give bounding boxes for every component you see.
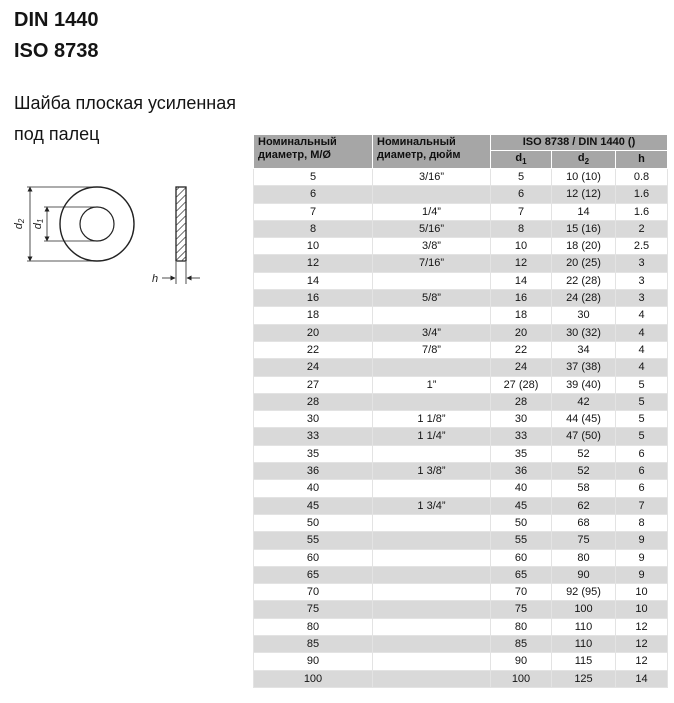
d2-cell: 47 (50) — [552, 428, 616, 445]
table-row — [254, 566, 668, 583]
nominal-inch-cell — [373, 670, 491, 687]
nominal-inch-cell — [373, 618, 491, 635]
nominal-mm-cell: 36 — [254, 463, 373, 480]
d2-cell: 62 — [552, 497, 616, 514]
col-header-nominal-mm: Номинальный диаметр, М/Ø — [254, 135, 373, 169]
dimension-label-h: h — [151, 273, 159, 285]
h-cell: 3 — [616, 290, 668, 307]
col-header-h: h — [616, 151, 668, 169]
table-row — [254, 601, 668, 618]
h-cell: 2 — [616, 220, 668, 237]
table-row — [254, 341, 668, 358]
d2-cell: 34 — [552, 341, 616, 358]
h-cell: 5 — [616, 376, 668, 393]
table-row — [254, 480, 668, 497]
nominal-mm-cell: 40 — [254, 480, 373, 497]
nominal-mm-cell: 45 — [254, 497, 373, 514]
nominal-inch-cell — [373, 566, 491, 583]
nominal-inch-cell — [373, 549, 491, 566]
table-row — [254, 255, 668, 272]
d1-cell: 16 — [491, 290, 552, 307]
table-row — [254, 168, 668, 185]
h-cell: 3 — [616, 272, 668, 289]
d1-cell: 14 — [491, 272, 552, 289]
d2-cell: 110 — [552, 618, 616, 635]
hatching — [177, 187, 186, 261]
d1-cell: 70 — [491, 584, 552, 601]
d1-cell: 85 — [491, 635, 552, 652]
table-row — [254, 618, 668, 635]
d2-cell: 110 — [552, 635, 616, 652]
d2-cell: 80 — [552, 549, 616, 566]
table-row — [254, 584, 668, 601]
nominal-mm-cell: 10 — [254, 238, 373, 255]
nominal-mm-cell: 75 — [254, 601, 373, 618]
nominal-mm-cell: 85 — [254, 635, 373, 652]
h-cell: 5 — [616, 411, 668, 428]
h-cell: 4 — [616, 359, 668, 376]
d1-cell: 8 — [491, 220, 552, 237]
standards-heading — [14, 5, 99, 67]
d2-cell: 58 — [552, 480, 616, 497]
nominal-inch-cell — [373, 272, 491, 289]
d2-cell: 37 (38) — [552, 359, 616, 376]
h-cell: 10 — [616, 601, 668, 618]
d1-cell: 22 — [491, 341, 552, 358]
table-row — [254, 635, 668, 652]
d2-cell: 52 — [552, 463, 616, 480]
d2-subscript: 2 — [584, 157, 590, 167]
part-title-line2: под палец — [14, 124, 100, 144]
col-header-nominal-inch: Номинальный диаметр, дюйм — [373, 135, 491, 169]
d2-letter: d — [577, 152, 585, 165]
nominal-mm-cell: 50 — [254, 514, 373, 531]
d1-cell: 75 — [491, 601, 552, 618]
washer-inner-circle — [80, 207, 114, 241]
nominal-mm-cell: 24 — [254, 359, 373, 376]
table-row — [254, 428, 668, 445]
nominal-mm-cell: 5 — [254, 168, 373, 185]
nominal-inch-cell: 7/8” — [373, 341, 491, 358]
d2-cell: 15 (16) — [552, 220, 616, 237]
nominal-inch-cell: 5/16” — [373, 220, 491, 237]
d2-cell: 10 (10) — [552, 168, 616, 185]
d1-cell: 90 — [491, 653, 552, 670]
d1-cell: 33 — [491, 428, 552, 445]
nominal-mm-cell: 16 — [254, 290, 373, 307]
nominal-inch-cell — [373, 307, 491, 324]
d2-cell: 14 — [552, 203, 616, 220]
d1-cell: 6 — [491, 186, 552, 203]
d1-cell: 27 (28) — [491, 376, 552, 393]
table-row — [254, 203, 668, 220]
table-row — [254, 307, 668, 324]
d1-cell: 40 — [491, 480, 552, 497]
nominal-mm-cell: 28 — [254, 393, 373, 410]
table-row — [254, 238, 668, 255]
h-cell: 5 — [616, 393, 668, 410]
washer-outer-circle — [60, 187, 134, 261]
d2-cell: 44 (45) — [552, 411, 616, 428]
h-cell: 6 — [616, 445, 668, 462]
d1-cell: 10 — [491, 238, 552, 255]
nominal-inch-cell — [373, 601, 491, 618]
dimension-label-d2: d2 — [13, 218, 26, 230]
nominal-inch-cell: 1 3/4” — [373, 497, 491, 514]
table-row — [254, 290, 668, 307]
d2-cell: 30 (32) — [552, 324, 616, 341]
table-row — [254, 220, 668, 237]
h-cell: 6 — [616, 463, 668, 480]
h-cell: 6 — [616, 480, 668, 497]
table-row — [254, 272, 668, 289]
nominal-inch-cell: 1” — [373, 376, 491, 393]
nominal-inch-cell: 3/4” — [373, 324, 491, 341]
dimension-label-d1: d1 — [32, 218, 45, 230]
table-row — [254, 376, 668, 393]
d2-cell: 12 (12) — [552, 186, 616, 203]
d1-cell: 60 — [491, 549, 552, 566]
d1-cell: 55 — [491, 532, 552, 549]
header-row-top — [254, 135, 668, 151]
part-title — [14, 88, 236, 150]
nominal-mm-cell: 12 — [254, 255, 373, 272]
d1-cell: 18 — [491, 307, 552, 324]
table-row — [254, 393, 668, 410]
d2-cell: 18 (20) — [552, 238, 616, 255]
h-cell: 7 — [616, 497, 668, 514]
d2-cell: 52 — [552, 445, 616, 462]
table-row — [254, 549, 668, 566]
d2-cell: 30 — [552, 307, 616, 324]
nominal-mm-cell: 65 — [254, 566, 373, 583]
nominal-inch-cell — [373, 480, 491, 497]
d1-cell: 5 — [491, 168, 552, 185]
dimension-d1 — [44, 207, 97, 241]
standard-iso: ISO 8738 — [14, 40, 99, 62]
h-cell: 4 — [616, 341, 668, 358]
table-row — [254, 653, 668, 670]
d2-cell: 24 (28) — [552, 290, 616, 307]
table-row — [254, 670, 668, 687]
table-row — [254, 497, 668, 514]
nominal-mm-cell: 100 — [254, 670, 373, 687]
h-cell: 12 — [616, 618, 668, 635]
nominal-inch-cell — [373, 186, 491, 203]
nominal-inch-cell — [373, 393, 491, 410]
h-cell: 9 — [616, 566, 668, 583]
d2-cell: 39 (40) — [552, 376, 616, 393]
nominal-mm-cell: 80 — [254, 618, 373, 635]
h-cell: 12 — [616, 653, 668, 670]
h-cell: 9 — [616, 532, 668, 549]
d1-cell: 30 — [491, 411, 552, 428]
h-cell: 5 — [616, 428, 668, 445]
d2-cell: 115 — [552, 653, 616, 670]
d1-letter: d — [515, 152, 523, 165]
nominal-inch-cell — [373, 359, 491, 376]
washer-table-body — [254, 168, 668, 687]
nominal-mm-cell: 55 — [254, 532, 373, 549]
h-cell: 4 — [616, 324, 668, 341]
nominal-inch-cell: 7/16” — [373, 255, 491, 272]
nominal-mm-cell: 7 — [254, 203, 373, 220]
part-title-line1: Шайба плоская усиленная — [14, 93, 236, 113]
d1-cell: 45 — [491, 497, 552, 514]
nominal-mm-cell: 30 — [254, 411, 373, 428]
d1-cell: 100 — [491, 670, 552, 687]
washer-technical-drawing — [0, 170, 230, 305]
h-cell: 1.6 — [616, 203, 668, 220]
d2-cell: 92 (95) — [552, 584, 616, 601]
d2-cell: 22 (28) — [552, 272, 616, 289]
d2-cell: 20 (25) — [552, 255, 616, 272]
nominal-mm-cell: 27 — [254, 376, 373, 393]
nominal-mm-cell: 6 — [254, 186, 373, 203]
nominal-mm-cell: 70 — [254, 584, 373, 601]
washer-side-view — [176, 187, 186, 261]
table-row — [254, 445, 668, 462]
d1-cell: 35 — [491, 445, 552, 462]
washer-front-view — [60, 187, 134, 261]
washer-dimensions-table — [253, 134, 668, 688]
nominal-inch-cell: 5/8” — [373, 290, 491, 307]
nominal-mm-cell: 35 — [254, 445, 373, 462]
nominal-mm-cell: 8 — [254, 220, 373, 237]
nominal-mm-cell: 20 — [254, 324, 373, 341]
d2-cell: 68 — [552, 514, 616, 531]
table-row — [254, 186, 668, 203]
dimension-h — [162, 262, 200, 284]
h-cell: 2.5 — [616, 238, 668, 255]
h-cell: 3 — [616, 255, 668, 272]
table-row — [254, 324, 668, 341]
h-cell: 10 — [616, 584, 668, 601]
table-row — [254, 411, 668, 428]
h-cell: 8 — [616, 514, 668, 531]
d2-cell: 90 — [552, 566, 616, 583]
nominal-inch-cell — [373, 514, 491, 531]
h-cell: 14 — [616, 670, 668, 687]
nominal-mm-cell: 33 — [254, 428, 373, 445]
nominal-inch-cell — [373, 653, 491, 670]
d1-subscript: 1 — [522, 157, 527, 167]
nominal-inch-cell: 1 1/8” — [373, 411, 491, 428]
col-header-d2 — [552, 151, 616, 169]
nominal-mm-cell: 60 — [254, 549, 373, 566]
nominal-inch-cell — [373, 635, 491, 652]
standard-din: DIN 1440 — [14, 9, 99, 31]
nominal-inch-cell: 1 3/8” — [373, 463, 491, 480]
d2-cell: 42 — [552, 393, 616, 410]
table-row — [254, 359, 668, 376]
nominal-inch-cell — [373, 584, 491, 601]
d2-cell: 125 — [552, 670, 616, 687]
col-header-d1 — [491, 151, 552, 169]
nominal-inch-cell — [373, 445, 491, 462]
d1-cell: 20 — [491, 324, 552, 341]
nominal-inch-cell: 3/16” — [373, 168, 491, 185]
table-header — [254, 135, 668, 169]
nominal-inch-cell: 1 1/4” — [373, 428, 491, 445]
h-cell: 1.6 — [616, 186, 668, 203]
d1-cell: 36 — [491, 463, 552, 480]
h-cell: 12 — [616, 635, 668, 652]
nominal-inch-cell: 3/8” — [373, 238, 491, 255]
h-cell: 4 — [616, 307, 668, 324]
table-row — [254, 463, 668, 480]
d1-cell: 80 — [491, 618, 552, 635]
d2-cell: 75 — [552, 532, 616, 549]
nominal-mm-cell: 14 — [254, 272, 373, 289]
d2-cell: 100 — [552, 601, 616, 618]
nominal-inch-cell — [373, 532, 491, 549]
d1-cell: 12 — [491, 255, 552, 272]
nominal-mm-cell: 90 — [254, 653, 373, 670]
d1-cell: 50 — [491, 514, 552, 531]
table-row — [254, 514, 668, 531]
d1-cell: 24 — [491, 359, 552, 376]
nominal-mm-cell: 22 — [254, 341, 373, 358]
h-cell: 9 — [616, 549, 668, 566]
nominal-mm-cell: 18 — [254, 307, 373, 324]
d1-cell: 7 — [491, 203, 552, 220]
col-header-standards-group: ISO 8738 / DIN 1440 () — [491, 135, 668, 151]
d1-cell: 65 — [491, 566, 552, 583]
h-cell: 0.8 — [616, 168, 668, 185]
d1-cell: 28 — [491, 393, 552, 410]
table-row — [254, 532, 668, 549]
nominal-inch-cell: 1/4” — [373, 203, 491, 220]
